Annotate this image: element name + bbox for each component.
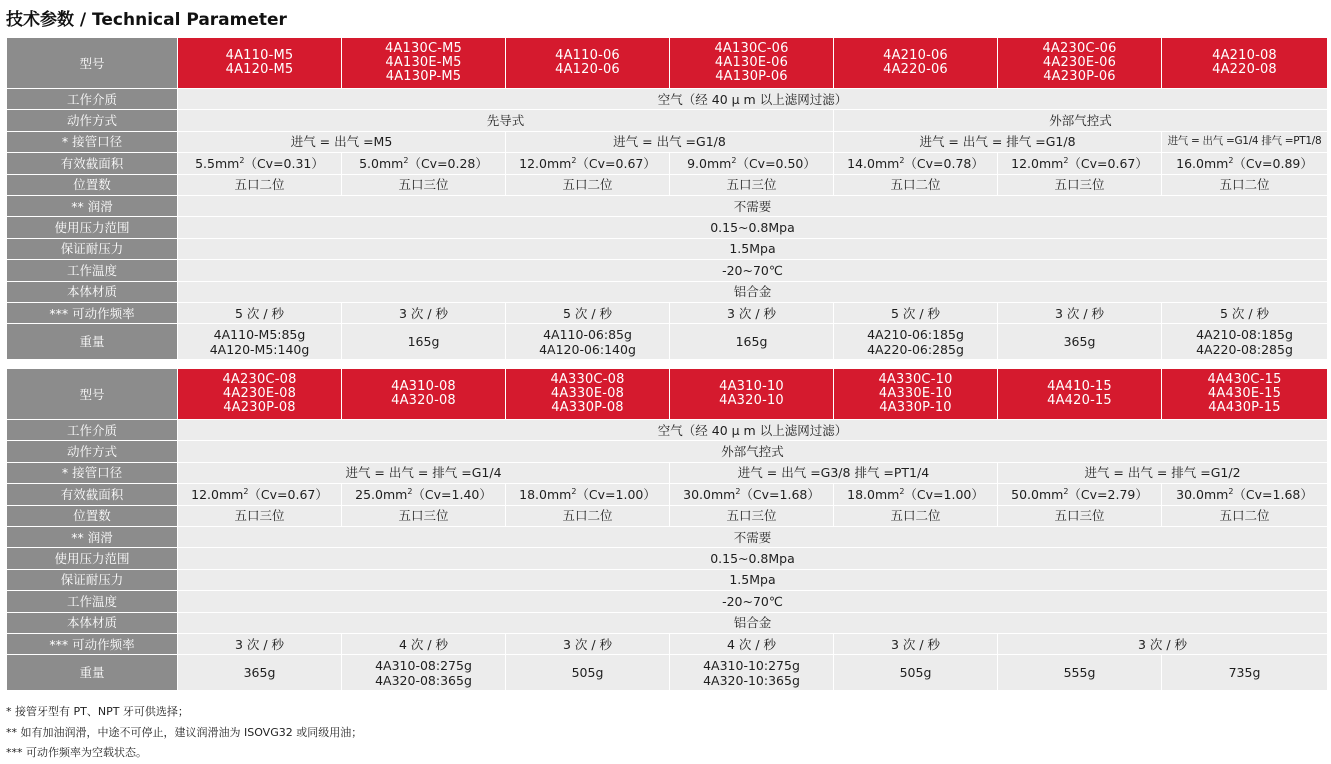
model-name: 4A110-06 — [555, 48, 620, 63]
value-text: 5 次 / 秒 — [234, 305, 285, 321]
spec-table-2 — [6, 368, 1328, 691]
weight-text: 4A210-08:185g — [1196, 326, 1293, 342]
model-cell — [506, 38, 670, 89]
area-cv: （Cv=1.68） — [1233, 486, 1313, 502]
row-pressure — [7, 217, 1328, 238]
weight-text: 4A310-08:275g — [375, 657, 472, 673]
model-cell — [178, 38, 342, 89]
weight-text: 4A320-10:365g — [703, 672, 800, 688]
value-text: 五口三位 — [726, 177, 777, 193]
value-freq — [178, 633, 342, 654]
row-medium — [7, 89, 1328, 110]
area-exponent: 2 — [899, 155, 905, 165]
value-text: 4 次 / 秒 — [398, 636, 449, 652]
value-positions — [342, 174, 506, 195]
row-label-medium: 工作介质 — [7, 420, 178, 441]
value-text: 五口三位 — [234, 508, 285, 524]
value-area — [342, 484, 506, 505]
row-proof — [7, 238, 1328, 259]
value-text: 五口二位 — [1219, 177, 1270, 193]
value-proof: 1.5Mpa — [178, 238, 1328, 259]
weight-text: 4A110-M5:85g — [213, 326, 306, 342]
footnote-port: * 接管牙型有 PT、NPT 牙可供选择； — [6, 705, 189, 718]
value-text: 3 次 / 秒 — [1054, 305, 1105, 321]
row-label-weight: 重量 — [7, 324, 178, 360]
value-freq — [834, 633, 998, 654]
area-exponent: 2 — [243, 486, 249, 496]
area-cv: （Cv=0.31） — [244, 155, 324, 171]
value-text: 进气 = 出气 =G1/8 — [613, 134, 726, 150]
area-exponent: 2 — [1063, 486, 1069, 496]
value-weight — [998, 324, 1162, 360]
weight-text: 555g — [1063, 665, 1096, 681]
value-freq — [834, 302, 998, 323]
area-exponent: 2 — [735, 486, 741, 496]
row-temp — [7, 591, 1328, 612]
value-positions — [998, 174, 1162, 195]
row-port — [7, 462, 1328, 483]
model-name: 4A430C-15 — [1207, 372, 1282, 387]
value-lube: 不需要 — [178, 526, 1328, 547]
value-freq — [342, 302, 506, 323]
model-cell — [998, 369, 1162, 420]
row-label-weight: 重量 — [7, 655, 178, 691]
weight-text: 505g — [571, 665, 604, 681]
footnote-frequency: *** 可动作频率为空载状态。 — [6, 746, 147, 759]
row-label-freq: *** 可动作频率 — [7, 302, 178, 323]
model-name: 4A310-10 — [719, 379, 784, 394]
row-freq — [7, 302, 1328, 323]
weight-text: 165g — [735, 334, 768, 350]
model-name: 4A210-08 — [1212, 48, 1277, 63]
area-base: 30.0mm — [683, 486, 736, 502]
model-header-row — [7, 38, 1328, 89]
row-action — [7, 441, 1328, 462]
model-name: 4A230P-06 — [1043, 69, 1116, 84]
value-action — [178, 110, 834, 131]
model-name: 4A330C-10 — [878, 372, 953, 387]
area-base: 9.0mm — [687, 155, 732, 171]
area-base: 14.0mm — [847, 155, 900, 171]
value-text: 5 次 / 秒 — [562, 305, 613, 321]
area-base: 16.0mm — [1176, 155, 1229, 171]
value-text: 先导式 — [486, 113, 525, 129]
value-pressure: 0.15~0.8Mpa — [178, 217, 1328, 238]
model-name: 4A230P-08 — [223, 400, 296, 415]
row-label-material: 本体材质 — [7, 612, 178, 633]
area-exponent: 2 — [571, 486, 577, 496]
model-name: 4A310-08 — [391, 379, 456, 394]
value-text: 5 次 / 秒 — [1219, 305, 1270, 321]
row-weight — [7, 655, 1328, 691]
row-label-lube: ** 润滑 — [7, 195, 178, 216]
row-area — [7, 153, 1328, 174]
value-weight — [834, 655, 998, 691]
area-base: 5.5mm — [195, 155, 240, 171]
value-port — [998, 462, 1328, 483]
value-temp: -20~70℃ — [178, 591, 1328, 612]
row-label-pressure: 使用压力范围 — [7, 548, 178, 569]
row-freq — [7, 633, 1328, 654]
row-label-proof: 保证耐压力 — [7, 569, 178, 590]
model-name: 4A130C-M5 — [384, 41, 463, 56]
area-cv: （Cv=0.50） — [736, 155, 816, 171]
area-base: 12.0mm — [1011, 155, 1064, 171]
value-text: 五口二位 — [562, 508, 613, 524]
weight-text: 365g — [243, 665, 276, 681]
value-area — [670, 153, 834, 174]
value-weight — [342, 324, 506, 360]
value-positions — [178, 174, 342, 195]
area-cv: （Cv=1.00） — [904, 486, 984, 502]
area-cv: （Cv=0.67） — [576, 155, 656, 171]
model-name: 4A130P-M5 — [385, 69, 462, 84]
value-area — [998, 484, 1162, 505]
model-name: 4A110-M5 — [225, 48, 294, 63]
row-label-temp: 工作温度 — [7, 591, 178, 612]
value-action — [834, 110, 1328, 131]
value-text: 4 次 / 秒 — [726, 636, 777, 652]
area-exponent: 2 — [239, 155, 245, 165]
value-text: 外部气控式 — [1049, 113, 1112, 129]
weight-text: 735g — [1228, 665, 1261, 681]
model-name: 4A220-08 — [1212, 62, 1277, 77]
value-positions — [834, 505, 998, 526]
value-weight — [670, 655, 834, 691]
row-material — [7, 612, 1328, 633]
model-name: 4A130P-06 — [715, 69, 788, 84]
model-cell — [342, 369, 506, 420]
area-cv: （Cv=1.68） — [740, 486, 820, 502]
area-base: 18.0mm — [847, 486, 900, 502]
row-label-area: 有效截面积 — [7, 484, 178, 505]
model-name: 4A230C-06 — [1042, 41, 1117, 56]
row-port — [7, 131, 1328, 152]
area-exponent: 2 — [1063, 155, 1069, 165]
row-material — [7, 281, 1328, 302]
area-base: 12.0mm — [191, 486, 244, 502]
value-positions — [834, 174, 998, 195]
value-positions — [506, 174, 670, 195]
weight-text: 4A120-06:140g — [539, 341, 636, 357]
model-name: 4A120-06 — [555, 62, 620, 77]
value-text: 五口二位 — [890, 508, 941, 524]
row-action — [7, 110, 1328, 131]
value-port — [178, 131, 506, 152]
model-name: 4A330P-10 — [879, 400, 952, 415]
value-freq — [342, 633, 506, 654]
model-name: 4A430E-15 — [1207, 386, 1282, 401]
row-label-area: 有效截面积 — [7, 153, 178, 174]
value-text: 5 次 / 秒 — [890, 305, 941, 321]
area-base: 5.0mm — [359, 155, 404, 171]
row-label-medium: 工作介质 — [7, 89, 178, 110]
model-name: 4A430P-15 — [1208, 400, 1281, 415]
value-text: 进气 = 出气 = 排气 =G1/8 — [919, 134, 1076, 150]
model-cell — [1162, 38, 1328, 89]
model-name: 4A330E-08 — [550, 386, 625, 401]
row-label-temp: 工作温度 — [7, 260, 178, 281]
area-exponent: 2 — [1228, 155, 1234, 165]
value-weight — [178, 655, 342, 691]
row-temp — [7, 260, 1328, 281]
value-weight — [670, 324, 834, 360]
value-text: 3 次 / 秒 — [726, 305, 777, 321]
model-name: 4A320-10 — [719, 393, 784, 408]
value-freq — [506, 302, 670, 323]
row-weight — [7, 324, 1328, 360]
area-base: 12.0mm — [519, 155, 572, 171]
value-text: 五口二位 — [890, 177, 941, 193]
model-name: 4A330P-08 — [551, 400, 624, 415]
value-lube: 不需要 — [178, 195, 1328, 216]
value-port — [506, 131, 834, 152]
row-pressure — [7, 548, 1328, 569]
area-cv: （Cv=0.78） — [904, 155, 984, 171]
value-weight — [506, 324, 670, 360]
model-name: 4A230C-08 — [222, 372, 297, 387]
row-label-pressure: 使用压力范围 — [7, 217, 178, 238]
value-proof: 1.5Mpa — [178, 569, 1328, 590]
model-name: 4A410-15 — [1047, 379, 1112, 394]
model-name: 4A330E-10 — [878, 386, 953, 401]
value-area — [1162, 484, 1328, 505]
value-text: 进气 = 出气 =M5 — [290, 134, 393, 150]
row-label-positions: 位置数 — [7, 174, 178, 195]
area-cv: （Cv=0.67） — [1068, 155, 1148, 171]
value-freq — [506, 633, 670, 654]
value-area — [670, 484, 834, 505]
spec-table-1 — [6, 37, 1328, 360]
model-cell — [342, 38, 506, 89]
value-text: 五口三位 — [1054, 177, 1105, 193]
value-material: 铝合金 — [178, 281, 1328, 302]
value-port — [178, 462, 670, 483]
area-exponent: 2 — [1228, 486, 1234, 496]
value-weight — [1162, 655, 1328, 691]
value-weight — [342, 655, 506, 691]
model-cell — [670, 38, 834, 89]
value-weight — [506, 655, 670, 691]
value-text: 五口三位 — [1054, 508, 1105, 524]
area-cv: （Cv=1.00） — [576, 486, 656, 502]
weight-text: 4A210-06:185g — [867, 326, 964, 342]
area-base: 30.0mm — [1176, 486, 1229, 502]
value-text: 3 次 / 秒 — [398, 305, 449, 321]
value-area — [178, 153, 342, 174]
model-name: 4A420-15 — [1047, 393, 1112, 408]
value-text: 3 次 / 秒 — [890, 636, 941, 652]
weight-text: 365g — [1063, 334, 1096, 350]
model-cell — [506, 369, 670, 420]
value-area — [178, 484, 342, 505]
model-name: 4A230E-08 — [222, 386, 297, 401]
value-weight — [834, 324, 998, 360]
area-base: 18.0mm — [519, 486, 572, 502]
value-positions — [998, 505, 1162, 526]
value-positions — [1162, 174, 1328, 195]
weight-text: 4A320-08:365g — [375, 672, 472, 688]
row-label-freq: *** 可动作频率 — [7, 633, 178, 654]
value-area — [998, 153, 1162, 174]
value-text: 五口二位 — [562, 177, 613, 193]
weight-text: 4A110-06:85g — [543, 326, 632, 342]
value-temp: -20~70℃ — [178, 260, 1328, 281]
model-name: 4A220-06 — [883, 62, 948, 77]
weight-text: 4A310-10:275g — [703, 657, 800, 673]
area-cv: （Cv=0.89） — [1233, 155, 1313, 171]
model-name: 4A230E-06 — [1042, 55, 1117, 70]
value-weight — [998, 655, 1162, 691]
weight-text: 4A220-06:285g — [867, 341, 964, 357]
value-port — [834, 131, 1162, 152]
model-cell — [670, 369, 834, 420]
value-freq — [670, 302, 834, 323]
model-cell — [998, 38, 1162, 89]
value-positions — [1162, 505, 1328, 526]
row-area — [7, 484, 1328, 505]
area-cv: （Cv=0.67） — [248, 486, 328, 502]
value-text: 五口三位 — [398, 177, 449, 193]
value-positions — [342, 505, 506, 526]
value-text: 3 次 / 秒 — [1137, 636, 1188, 652]
value-positions — [670, 505, 834, 526]
row-label-material: 本体材质 — [7, 281, 178, 302]
value-text: 五口二位 — [234, 177, 285, 193]
area-exponent: 2 — [403, 155, 409, 165]
value-area — [342, 153, 506, 174]
value-text: 进气 = 出气 =G3/8 排气 =PT1/4 — [737, 465, 930, 481]
row-label-action: 动作方式 — [7, 441, 178, 462]
value-port — [670, 462, 998, 483]
area-exponent: 2 — [899, 486, 905, 496]
value-text: 五口三位 — [398, 508, 449, 524]
model-name: 4A330C-08 — [550, 372, 625, 387]
row-lube — [7, 195, 1328, 216]
model-cell — [178, 369, 342, 420]
value-freq — [178, 302, 342, 323]
value-text: 外部气控式 — [721, 444, 784, 460]
value-freq — [998, 633, 1328, 654]
model-name: 4A130E-06 — [714, 55, 789, 70]
value-text: 3 次 / 秒 — [234, 636, 285, 652]
model-name: 4A130C-06 — [714, 41, 789, 56]
value-text: 五口二位 — [1219, 508, 1270, 524]
row-label-model: 型号 — [7, 369, 178, 420]
row-proof — [7, 569, 1328, 590]
model-name: 4A320-08 — [391, 393, 456, 408]
row-label-port: * 接管口径 — [7, 462, 178, 483]
value-area — [506, 484, 670, 505]
area-base: 50.0mm — [1011, 486, 1064, 502]
row-label-positions: 位置数 — [7, 505, 178, 526]
weight-text: 505g — [899, 665, 932, 681]
value-area — [834, 484, 998, 505]
area-cv: （Cv=1.40） — [412, 486, 492, 502]
weight-text: 165g — [407, 334, 440, 350]
area-exponent: 2 — [731, 155, 737, 165]
row-label-model: 型号 — [7, 38, 178, 89]
value-positions — [670, 174, 834, 195]
value-area — [506, 153, 670, 174]
model-cell — [1162, 369, 1328, 420]
value-material: 铝合金 — [178, 612, 1328, 633]
value-medium: 空气（经 40 μ m 以上滤网过滤） — [178, 420, 1328, 441]
footnotes — [6, 702, 362, 764]
model-name: 4A130E-M5 — [385, 55, 462, 70]
value-weight — [178, 324, 342, 360]
row-positions — [7, 505, 1328, 526]
value-area — [1162, 153, 1328, 174]
value-text: 3 次 / 秒 — [562, 636, 613, 652]
footnote-lubrication: ** 如有加油润滑，中途不可停止，建议润滑油为 ISOVG32 或同级用油； — [6, 725, 363, 739]
value-weight — [1162, 324, 1328, 360]
weight-text: 4A220-08:285g — [1196, 341, 1293, 357]
area-exponent: 2 — [407, 486, 413, 496]
value-text: 五口三位 — [726, 508, 777, 524]
model-header-row — [7, 369, 1328, 420]
row-lube — [7, 526, 1328, 547]
area-cv: （Cv=2.79） — [1068, 486, 1148, 502]
value-pressure: 0.15~0.8Mpa — [178, 548, 1328, 569]
value-freq — [1162, 302, 1328, 323]
page-title: 技术参数 / Technical Parameter — [6, 10, 287, 30]
area-cv: （Cv=0.28） — [408, 155, 488, 171]
value-area — [834, 153, 998, 174]
row-label-proof: 保证耐压力 — [7, 238, 178, 259]
model-cell — [834, 369, 998, 420]
value-freq — [998, 302, 1162, 323]
value-text: 进气 = 出气 =G1/4 排气 =PT1/8 — [1167, 135, 1322, 148]
value-positions — [506, 505, 670, 526]
model-name: 4A120-M5 — [225, 62, 294, 77]
model-cell — [834, 38, 998, 89]
value-action — [178, 441, 1328, 462]
weight-text: 4A120-M5:140g — [209, 341, 310, 357]
row-positions — [7, 174, 1328, 195]
value-text: 进气 = 出气 = 排气 =G1/4 — [345, 465, 502, 481]
row-label-lube: ** 润滑 — [7, 526, 178, 547]
row-label-action: 动作方式 — [7, 110, 178, 131]
area-base: 25.0mm — [355, 486, 408, 502]
value-text: 进气 = 出气 = 排气 =G1/2 — [1084, 465, 1241, 481]
value-positions — [178, 505, 342, 526]
value-port — [1162, 131, 1328, 152]
row-medium — [7, 420, 1328, 441]
area-exponent: 2 — [571, 155, 577, 165]
row-label-port: * 接管口径 — [7, 131, 178, 152]
value-freq — [670, 633, 834, 654]
model-name: 4A210-06 — [883, 48, 948, 63]
value-medium: 空气（经 40 μ m 以上滤网过滤） — [178, 89, 1328, 110]
